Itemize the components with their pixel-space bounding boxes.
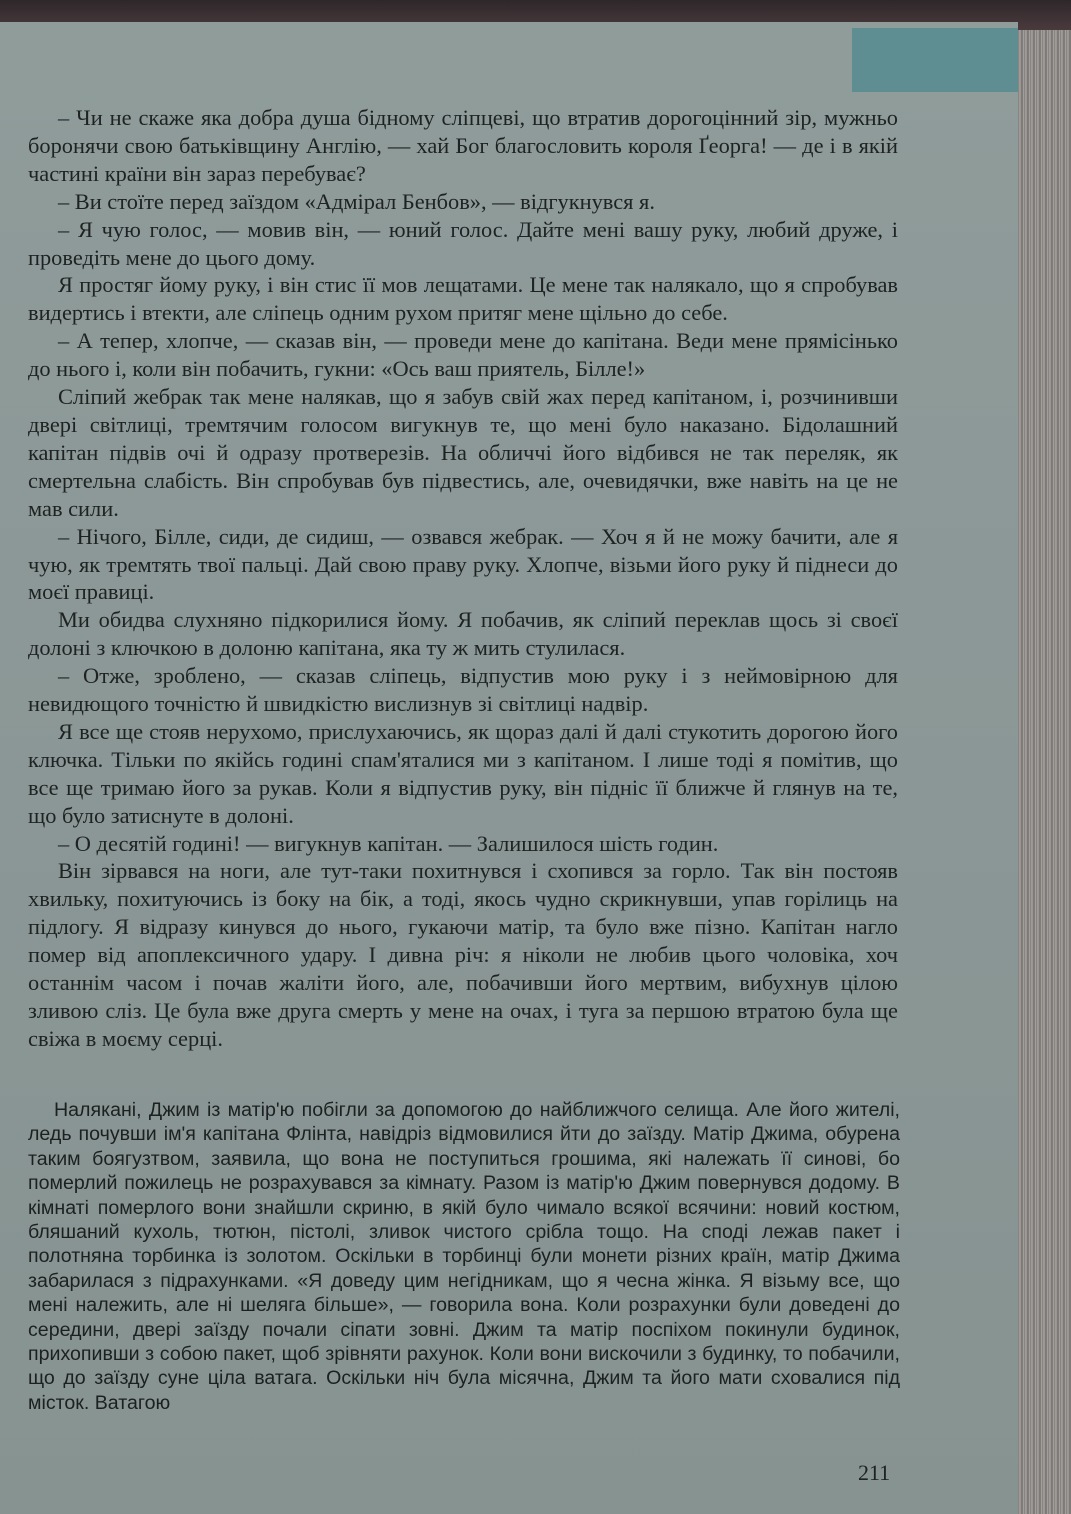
paragraph: – Отже, зроблено, — сказав сліпець, відпустив мою руку і з неймовірною для невидющого точністю й швидкістю вислизнув зі світлиці надвір. (28, 663, 898, 717)
paragraph: – А тепер, хлопче, — сказав він, — проведи мене до капітана. Веди мене прямісінько до нього і, коли він побачить, гукни: «Ось ваш приятель, Білле!» (28, 328, 898, 382)
paragraph: Я все ще стояв нерухомо, прислухаючись, як щораз далі й далі стукотить дорогою його ключка. Тільки по якійсь годині спам'яталися ми з капітаном. І лише тоді я помітив, що все ще тримаю його за рукав. Коли я відпустив руку, він підніс її ближче й глянув на те, що було затиснуте в долоні. (28, 718, 898, 828)
summary-paragraph: Налякані, Джим із матір'ю побігли за допомогою до найближчого селища. Але його жителі, ледь почувши ім'я капітана Флінта, навідріз відмовилися йти до заїзду. Матір Джима, обурена таким боягузтвом, заявила, що вона не поступиться грошима, які належать її синові, бо померлий пожилець не розрахувався за кімнату. Разом із матір'ю Джим повернувся додому. В кімнаті померлого вони знайшли скриню, в якій було чимало всякої всячини: новий костюм, бляшаний кухоль, тютюн, пістолі, зливок чистого срібла тощо. На споді лежав пакет і полотняна торбинка із золотом. Оскільки в торбинці були монети різних країн, матір Джима забарилася з підрахунками. «Я доведу цим негідникам, що я чесна жінка. Я візьму все, що мені належить, але ні шеляга більше», — говорила вона. Коли розрахунки були доведені до середини, двері заїзду почали сіпати зовні. Джим та матір поспіхом покинули будинок, прихопивши з собою пакет, щоб зрівняти рахунок. Коли вони вискочили з будинку, то побачили, що до заїзду суне ціла ватага. Оскільки ніч була місячна, Джим та його мати сховалися під місток. Ватагою (28, 1099, 900, 1414)
paragraph: Ми обидва слухняно підкорилися йому. Я побачив, як сліпий переклав щось зі своєї долоні з ключкою в долоню капітана, яка ту ж мить стулилася. (28, 607, 898, 661)
page-corner-tab (852, 28, 1018, 92)
paragraph: – Нічого, Білле, сиди, де сидиш, — озвався жебрак. — Хоч я й не можу бачити, але я чую, як тремтять твої пальці. Дай свою праву руку. Хлопче, візьми його руку й піднеси до моєї правиці. (28, 523, 898, 605)
summary-text (28, 1098, 900, 1415)
paragraph: Я простяг йому руку, і він стис її мов лещатами. Це мене так налякало, що я спробував видертись і втекти, але сліпець одним рухом притяг мене щільно до себе. (28, 272, 898, 326)
paragraph: – О десятій годині! — вигукнув капітан. — Залишилося шість годин. (58, 830, 719, 856)
paragraph: – Чи не скаже яка добра душа бідному сліпцеві, що втратив дорогоцінний зір, мужньо боронячи свою батьківщину Англію, — хай Бог благословить короля Ґеорга! — де і в якій частині країни він зараз перебуває? (28, 105, 898, 186)
narrative-text (28, 104, 898, 1053)
book-page-edges (1018, 30, 1071, 1514)
page-number: 211 (858, 1460, 891, 1485)
paragraph: – Я чую голос, — мовив він, — юний голос. Дайте мені вашу руку, любий друже, і проведіть мене до цього дому. (28, 216, 898, 270)
paragraph: Сліпий жебрак так мене налякав, що я забув свій жах перед капітаном, і, розчинивши двері світлиці, тремтячим голосом вигукнув те, що мені було наказано. Бідолашний капітан підвів очі й одразу протверезів. На обличчі його відбився не так переляк, як смертельна слабість. Він спробував був підвестись, але, очевидячки, вже навіть на це не мав сили. (28, 384, 898, 521)
paragraph: – Ви стоїте перед заїздом «Адмірал Бенбов», — відгукнувся я. (58, 188, 655, 214)
paragraph: Він зірвався на ноги, але тут-таки похитнувся і схопився за горло. Так він постояв хвильку, похитуючись із боку на бік, а тоді, якось чудно скрикнувши, упав горілиць на підлогу. Я відразу кинувся до нього, гукаючи матір, та було вже пізно. Капітан нагло помер від апоплексичного удару. І дивна річ: я ніколи не любив цього чоловіка, хоч останнім часом і почав жаліти його, але, побачивши його мертвим, вибухнув цілою зливою сліз. Це була вже друга смерть у мене на очах, і туга за першою втратою була ще свіжа в моєму серці. (28, 858, 898, 1051)
